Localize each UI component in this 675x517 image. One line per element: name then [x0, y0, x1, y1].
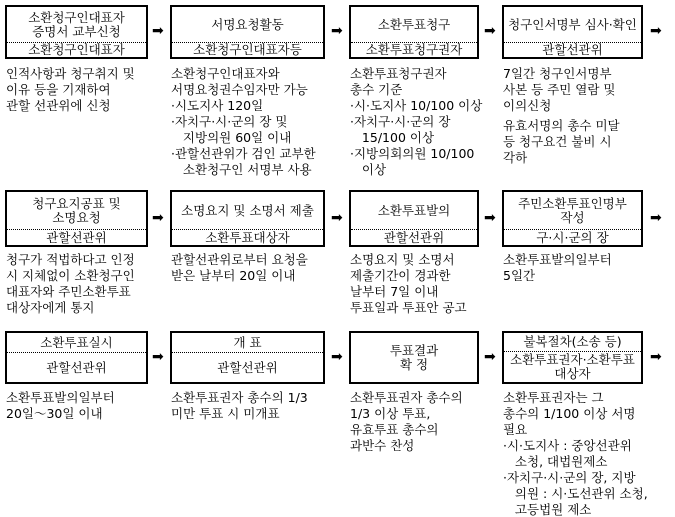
step-title: 주민소환투표인명부 작성: [518, 195, 627, 225]
arrow-right-icon: ➡: [484, 209, 496, 226]
arrow-right-icon: ➡: [650, 23, 662, 39]
step-description: [171, 252, 308, 284]
step-description: [503, 390, 648, 517]
step-actor: 소환투표대상자: [172, 229, 323, 245]
description-line: ·시·도지사 10/100 이상: [350, 98, 483, 113]
step-actor: 구·시·군의 장: [504, 229, 641, 245]
step-title: 청구요지공표 및 소명요청: [32, 195, 121, 225]
arrow-right-icon: ➡: [650, 209, 662, 226]
description-line: 소환투표청구권자: [350, 66, 447, 81]
step-description: [350, 66, 482, 178]
step-actor: 소환투표청구권자: [351, 42, 477, 57]
description-line: 총수의 1/100 이상 서명: [503, 406, 636, 421]
step-box: [170, 190, 325, 247]
description-line: 소환투표발의일부터: [503, 252, 612, 267]
step-actor: 관할선관위: [7, 229, 146, 245]
description-line: 등 청구요건 불비 시: [503, 134, 612, 149]
description-line: 대상자에게 통지: [6, 300, 95, 315]
description-line: 필요: [503, 422, 528, 437]
description-line: ·자치구·시·군의 장: [350, 114, 451, 129]
description-line: 7일간 청구인서명부: [503, 66, 612, 81]
description-line: ·관할선관위가 검인 교부한: [171, 146, 316, 161]
description-line: 소환청구인 서명부 사용: [171, 162, 312, 177]
description-line: 소환투표권자 총수의 1/3: [171, 390, 308, 405]
description-line: 과반수 찬성: [350, 438, 415, 453]
description-line: 이의신청: [503, 98, 552, 113]
description-line: 유효서명의 총수 미달: [503, 118, 620, 133]
step-description: [350, 252, 467, 316]
description-line: 이유 등을 기재하여: [6, 82, 111, 97]
step-actor: 소환청구인대표자등: [172, 42, 323, 57]
step-title: 청구인서명부 심사·확인: [508, 16, 637, 32]
description-line: 소환투표권자 총수의: [350, 390, 463, 405]
step-title: 소환투표실시: [40, 334, 113, 350]
step-box: [502, 190, 643, 247]
step-description: [350, 390, 463, 454]
arrow-right-icon: ➡: [331, 209, 343, 226]
description-line: 5일간: [503, 268, 536, 283]
description-line: 각하: [503, 150, 528, 165]
description-line: 20일～30일 이내: [6, 406, 103, 421]
step-title: 소환투표청구: [377, 16, 451, 32]
description-line: ·시도지사 120일: [171, 98, 264, 113]
step-actor: 관할선관위: [351, 229, 477, 245]
description-line: 총수 기준: [350, 82, 403, 97]
description-line: 날부터 7일 이내: [350, 284, 439, 299]
description-line: 시 지체없이 소환청구인: [6, 268, 135, 283]
description-line: 관할선관위로부터 요청을: [171, 252, 308, 267]
step-title: 소환청구인대표자 증명서 교부신청: [28, 9, 125, 39]
step-actor: 관할선관위: [172, 352, 323, 382]
arrow-right-icon: ➡: [650, 348, 662, 365]
description-line: 소명요지 및 소명서: [350, 252, 455, 267]
step-title: 소명요지 및 소명서 제출: [181, 202, 314, 218]
description-line: 1/3 이상 투표,: [350, 406, 431, 421]
description-line: 유효투표 총수의: [350, 422, 439, 437]
description-line: 소환투표발의일부터: [6, 390, 115, 405]
step-title: 투표결과 확 정: [389, 342, 439, 372]
step-box: [349, 190, 479, 247]
step-actor: 소환투표권자·소환투표 대상자: [504, 351, 641, 382]
description-line: 소환투표권자는 그: [503, 390, 604, 405]
description-line: 대표자와 주민소환투표: [6, 284, 131, 299]
description-line: ·지방의회의원 10/100: [350, 146, 475, 161]
description-line: 받은 날부터 20일 이내: [171, 268, 296, 283]
step-box: [502, 5, 643, 59]
step-box: [349, 331, 479, 384]
arrow-right-icon: ➡: [331, 348, 343, 365]
step-description: [6, 66, 135, 114]
step-box: [5, 190, 148, 247]
arrow-right-icon: ➡: [152, 23, 164, 39]
description-line: 지방의원 60일 이내: [171, 130, 292, 145]
description-line: 미만 투표 시 미개표: [171, 406, 280, 421]
description-line: 투표일과 투표안 공고: [350, 300, 467, 315]
description-line: 고등법원 제소: [503, 502, 592, 517]
description-line: 소환청구인대표자와: [171, 66, 280, 81]
step-box: [170, 5, 325, 59]
description-line: 15/100 이상: [350, 130, 435, 145]
step-box: [502, 331, 643, 384]
description-line: 관할 선관위에 신청: [6, 98, 111, 113]
step-description: [171, 66, 316, 178]
step-actor: 소환청구인대표자: [7, 42, 146, 57]
step-description: [503, 252, 612, 284]
step-actor: 관할선관위: [504, 42, 641, 57]
step-title: 소환투표발의: [377, 202, 451, 218]
description-line: 사본 등 주민 열람 및: [503, 82, 616, 97]
description-line: 청구가 적법하다고 인정: [6, 252, 135, 267]
step-box: [170, 331, 325, 384]
step-description: [503, 66, 620, 166]
step-title: 불복절차(소송 등): [523, 334, 622, 349]
step-box: [5, 331, 148, 384]
step-description: [171, 390, 308, 422]
arrow-right-icon: ➡: [484, 23, 496, 39]
description-line: 제출기간이 경과한: [350, 268, 451, 283]
arrow-right-icon: ➡: [484, 348, 496, 365]
description-line: 소청, 대법원제소: [503, 454, 608, 469]
step-description: [6, 252, 135, 316]
description-line: ·시·도지사 : 중앙선관위: [503, 438, 632, 453]
step-title: 서명요청활동: [211, 16, 284, 32]
step-box: [349, 5, 479, 59]
description-line: 인적사항과 청구취지 및: [6, 66, 135, 81]
arrow-right-icon: ➡: [331, 23, 343, 39]
arrow-right-icon: ➡: [152, 348, 164, 365]
step-title: 개 표: [233, 334, 262, 350]
description-line: 이상: [350, 162, 387, 177]
step-box: [5, 5, 148, 59]
step-actor: 관할선관위: [7, 352, 146, 382]
description-line: 의원 : 시·도선관위 소청,: [503, 486, 648, 501]
step-description: [6, 390, 115, 422]
arrow-right-icon: ➡: [152, 209, 164, 226]
description-line: ·자치구·시·군의 장 및: [171, 114, 288, 129]
description-line: ·자치구·시·군의 장, 지방: [503, 470, 636, 485]
description-line: 서명요청권수임자만 가능: [171, 82, 308, 97]
